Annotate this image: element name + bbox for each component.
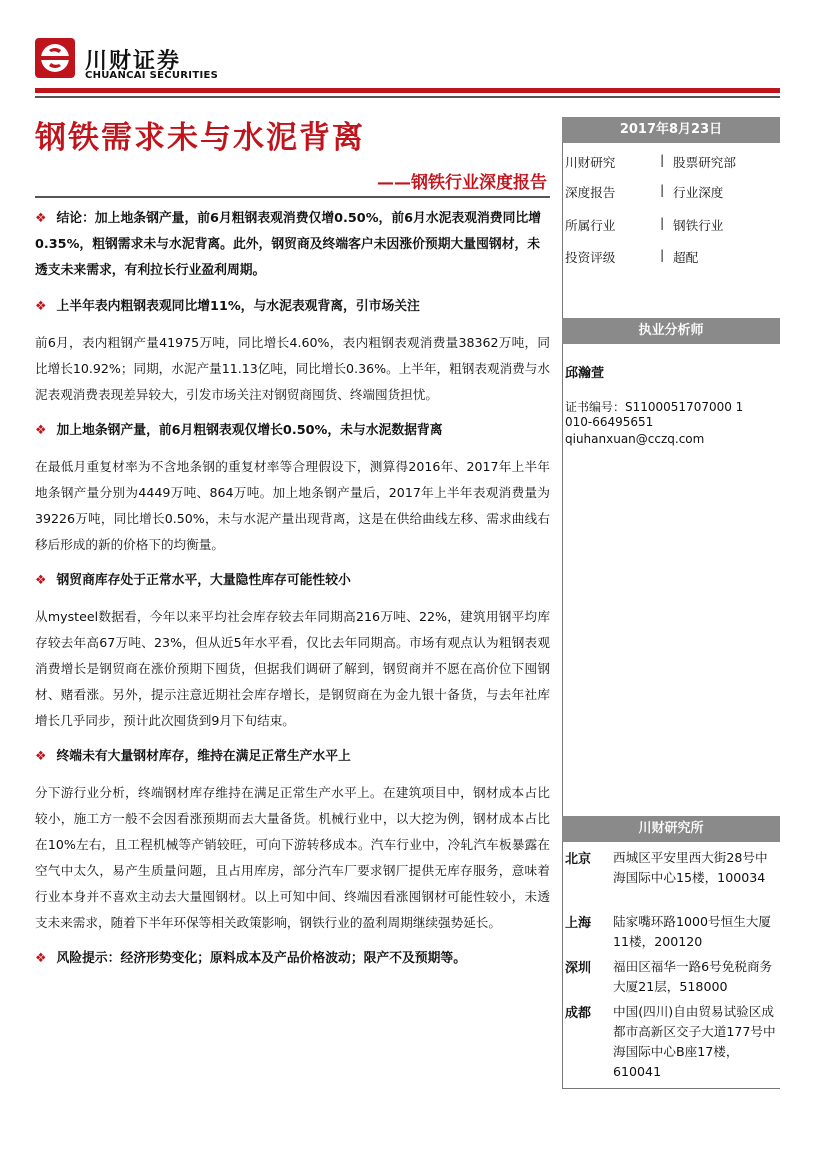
bullet-text: 终端未有大量钢材库存，维持在满足正常生产水平上 bbox=[56, 749, 351, 764]
report-date: 2017年8月23日 bbox=[562, 117, 780, 143]
info-key: 所属行业 bbox=[565, 218, 616, 233]
brand-name-en: CHUANCAI SECURITIES bbox=[85, 70, 219, 81]
paragraph-2: 在最低月重复材率为不含地条钢的重复材率等合理假设下，测算得2016年、2017年上半年地条钢产量分别为4449万吨、864万吨。加上地条钢产量后，2017年上半年表观消费量为39226万吨，同比增长0.50%，未与水泥产量出现背离，这是在供给曲线左移、需求曲线右移后形成的新的价格下的均衡量。 bbox=[35, 459, 550, 552]
info-value: 行业深度 bbox=[673, 185, 724, 200]
analyst-header: 执业分析师 bbox=[562, 318, 780, 344]
diamond-bullet-icon: ❖ bbox=[35, 951, 47, 966]
bullet-section-2 bbox=[35, 418, 550, 444]
info-key: 川财研究 bbox=[565, 155, 616, 170]
analyst-cert: 证书编号：S1100051707000 1 bbox=[565, 400, 744, 414]
company-logo-icon bbox=[35, 38, 75, 78]
report-subtitle: ——钢铁行业深度报告 bbox=[377, 173, 547, 193]
bullet-risk bbox=[35, 946, 550, 972]
office-city: 上海 bbox=[565, 916, 592, 931]
bullet-text: 风险提示：经济形势变化；原料成本及产品价格波动；限产不及预期等。 bbox=[56, 951, 466, 966]
office-city: 深圳 bbox=[565, 961, 592, 976]
office-address: 中国(四川)自由贸易试验区成都市高新区交子大道177号中海国际中心B座17楼，610041 bbox=[613, 1004, 776, 1079]
diamond-bullet-icon: ❖ bbox=[35, 423, 47, 438]
office-city: 成都 bbox=[565, 1006, 592, 1021]
header-red-rule bbox=[35, 88, 780, 93]
bullet-text: 结论：加上地条钢产量，前6月粗钢表观消费仅增0.50%，前6月水泥表观消费同比增0.35%，粗钢需求未与水泥背离。此外，钢贸商及终端客户未因涨价预期大量囤钢材，未透支未来需求，有利拉长行业盈利周期。 bbox=[35, 211, 541, 278]
info-value: 股票研究部 bbox=[673, 155, 736, 170]
analyst-phone: 010-66495651 bbox=[565, 415, 654, 429]
info-key: 投资评级 bbox=[565, 250, 616, 265]
diamond-bullet-icon: ❖ bbox=[35, 573, 47, 588]
institute-header: 川财研究所 bbox=[562, 816, 780, 842]
bullet-text: 加上地条钢产量，前6月粗钢表观仅增长0.50%，未与水泥数据背离 bbox=[56, 423, 443, 438]
paragraph-1: 前6月，表内粗钢产量41975万吨，同比增长4.60%，表内粗钢表观消费量38362万吨，同比增长10.92%；同期，水泥产量11.13亿吨，同比增长0.36%。上半年，粗钢表观消费与水泥表观消费表现差异较大，引发市场关注对钢贸商囤货、终端囤货担忧。 bbox=[35, 335, 550, 402]
analyst-email[interactable]: qiuhanxuan@cczq.com bbox=[565, 432, 705, 446]
bullet-section-1 bbox=[35, 294, 550, 320]
diamond-bullet-icon: ❖ bbox=[35, 299, 47, 314]
report-title: 钢铁需求未与水泥背离 bbox=[35, 120, 365, 156]
office-address: 陆家嘴环路1000号恒生大厦11楼，200120 bbox=[613, 914, 771, 949]
bullet-section-4 bbox=[35, 744, 550, 770]
sidebar-bottom-rule bbox=[562, 1088, 780, 1089]
info-value: 钢铁行业 bbox=[673, 218, 724, 233]
diamond-bullet-icon: ❖ bbox=[35, 211, 47, 226]
sidebar-left-rule bbox=[562, 117, 563, 1089]
analyst-name: 邱瀚萱 bbox=[565, 366, 605, 381]
bullet-conclusion bbox=[35, 206, 550, 284]
header-thin-rule bbox=[35, 96, 780, 98]
office-address: 福田区福华一路6号免税商务大厦21层，518000 bbox=[613, 959, 773, 994]
diamond-bullet-icon: ❖ bbox=[35, 749, 47, 764]
paragraph-3: 从mysteel数据看，今年以来平均社会库存较去年同期高216万吨、22%，建筑用钢平均库存较去年高67万吨、23%，但从近5年水平看，仅比去年同期高。市场有观点认为粗钢表观消费增长是钢贸商在涨价预期下囤货，但据我们调研了解到，钢贸商并不愿在高价位下囤钢材、赌看涨。另外，提示注意近期社会库存增长，是钢贸商在为金九银十备货，与去年社库增长几乎同步，预计此次囤货到9月下旬结束。 bbox=[35, 609, 550, 728]
title-rule bbox=[35, 196, 550, 198]
office-city: 北京 bbox=[565, 852, 592, 867]
bullet-text: 钢贸商库存处于正常水平，大量隐性库存可能性较小 bbox=[56, 573, 351, 588]
office-address: 西城区平安里西大街28号中海国际中心15楼，100034 bbox=[613, 850, 768, 885]
paragraph-4: 分下游行业分析，终端钢材库存维持在满足正常生产水平上。在建筑项目中，钢材成本占比较小，施工方一般不会因看涨预期而去大量备货。机械行业中，以大挖为例，钢材成本占比在10%左右，且工程机械等产销较旺，可向下游转移成本。汽车行业中，冷轧汽车板暴露在空气中太久，易产生质量问题，且占用库房，部分汽车厂要求钢厂提供无库存服务，意味着行业本身并不喜欢主动去大量囤钢材。以上可知中间、终端因看涨囤钢材可能性较小，未透支未来需求，随着下半年环保等相关政策影响，钢铁行业的盈利周期继续强势延长。 bbox=[35, 785, 550, 930]
brand-name-cn: 川财证券 bbox=[85, 49, 182, 74]
main-content bbox=[35, 206, 550, 972]
info-value: 超配 bbox=[673, 250, 699, 265]
info-key: 深度报告 bbox=[565, 185, 616, 200]
bullet-section-3 bbox=[35, 568, 550, 594]
bullet-text: 上半年表内粗钢表观同比增11%，与水泥表观背离，引市场关注 bbox=[56, 299, 420, 314]
